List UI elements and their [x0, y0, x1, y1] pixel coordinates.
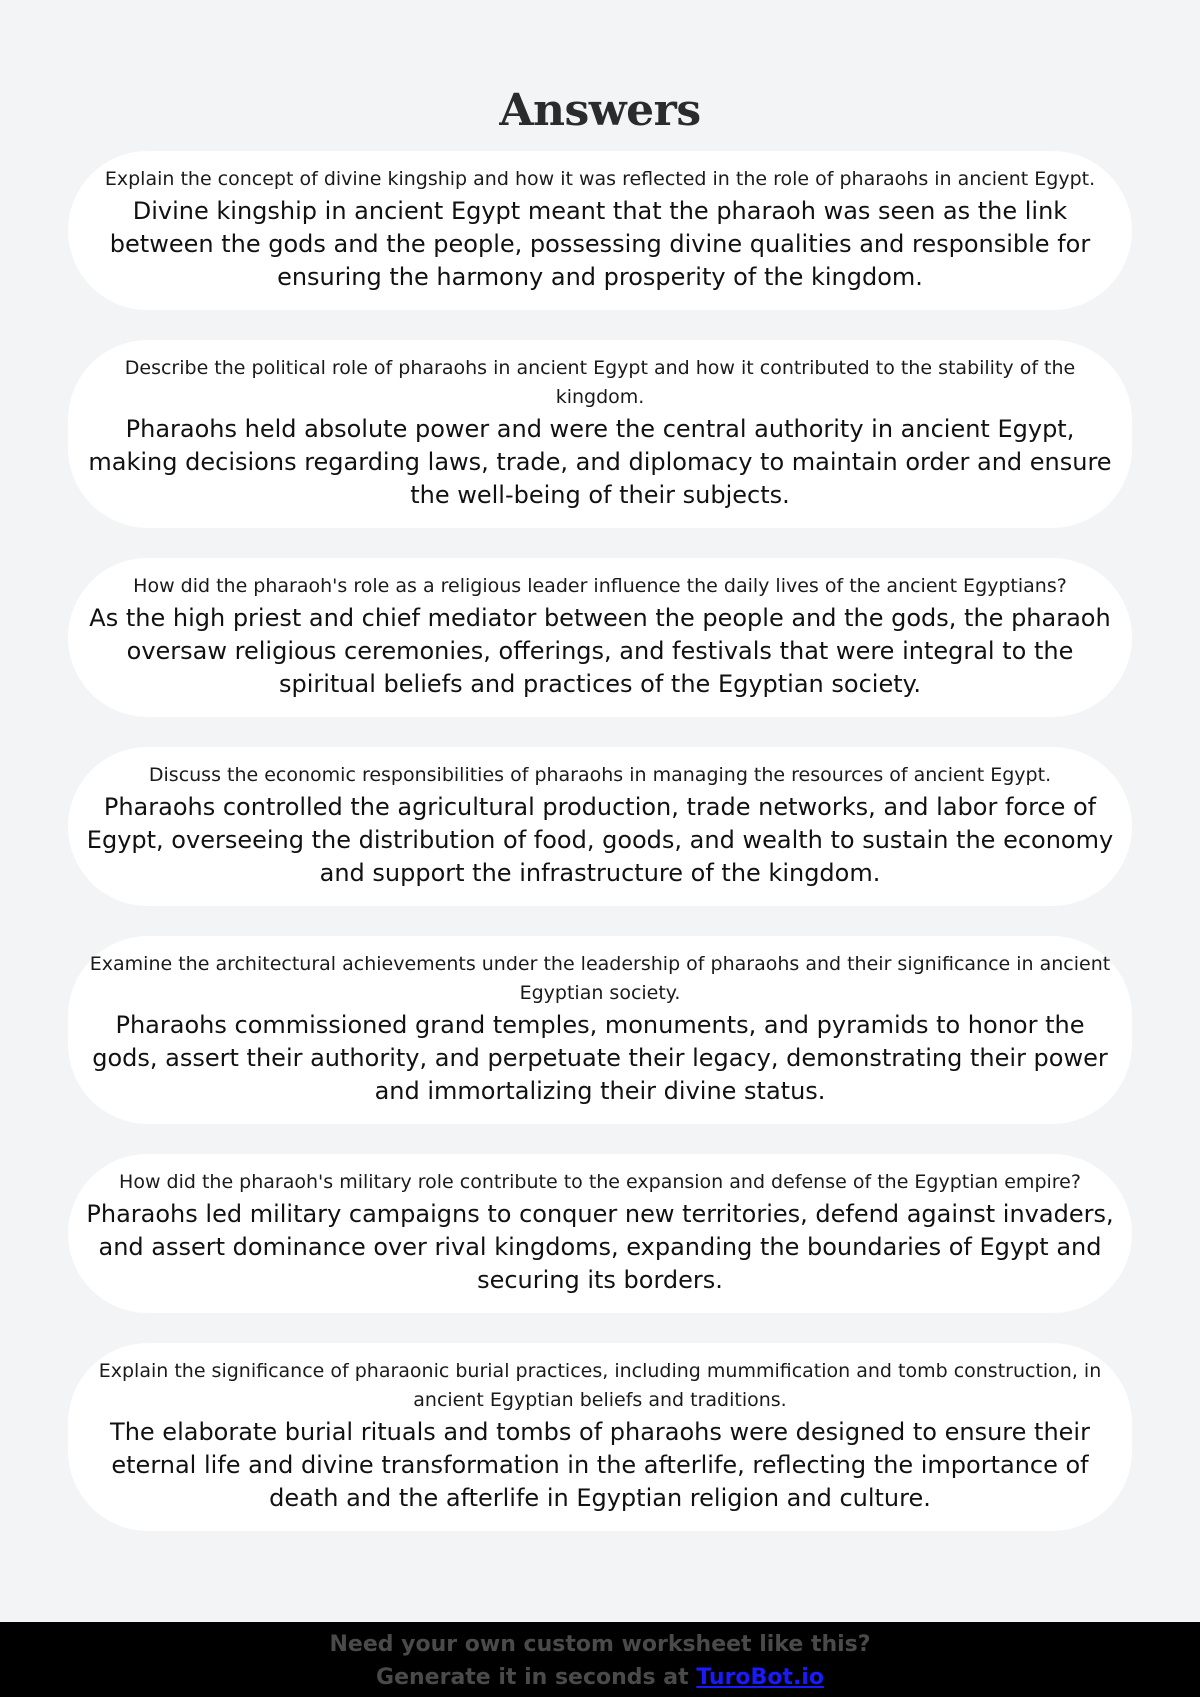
- answer-text: The elaborate burial rituals and tombs of pharaohs were designed to ensure their eternal life and divine transformation in the afterlife, reflecting the importance of death and the afterlife in Egyptian religion and culture.: [110, 1418, 1090, 1512]
- question-text: How did the pharaoh's military role contribute to the expansion and defense of the Egyptian empire?: [119, 1171, 1081, 1193]
- question-text: Explain the concept of divine kingship and how it was reflected in the role of pharaohs in ancient Egypt.: [104, 168, 1096, 190]
- footer-cta-line: [0, 1661, 1200, 1694]
- answer-card: [68, 1343, 1132, 1531]
- answer-text: Pharaohs held absolute power and were the central authority in ancient Egypt, making decisions regarding laws, trade, and diplomacy to maintain order and ensure the well-being of their subjects.: [88, 415, 1112, 509]
- question-text: Explain the significance of pharaonic burial practices, including mummification and tomb construction, in ancient Egyptian beliefs and traditions.: [98, 1360, 1102, 1411]
- answer-card: [68, 936, 1132, 1124]
- answer-text: As the high priest and chief mediator between the people and the gods, the pharaoh oversaw religious ceremonies, offerings, and festivals that were integral to the spiritual beliefs and practices of the Egyptian society.: [89, 604, 1111, 698]
- answer-card: [68, 747, 1132, 906]
- answer-list: [68, 151, 1132, 1531]
- answer-card: [68, 340, 1132, 528]
- answer-text: Pharaohs commissioned grand temples, monuments, and pyramids to honor the gods, assert their authority, and perpetuate their legacy, demonstrating their power and immortalizing their divine status.: [92, 1011, 1108, 1105]
- answer-text: Pharaohs led military campaigns to conquer new territories, defend against invaders, and assert dominance over rival kingdoms, expanding the boundaries of Egypt and securing its borders.: [86, 1200, 1114, 1294]
- question-text: Discuss the economic responsibilities of pharaohs in managing the resources of ancient Egypt.: [148, 764, 1052, 786]
- turobot-link[interactable]: TuroBot.io: [696, 1665, 824, 1690]
- answer-card: [68, 558, 1132, 717]
- question-text: Examine the architectural achievements under the leadership of pharaohs and their significance in ancient Egyptian society.: [89, 953, 1111, 1004]
- question-text: Describe the political role of pharaohs in ancient Egypt and how it contributed to the stability of the kingdom.: [124, 357, 1076, 408]
- answer-card: [68, 151, 1132, 310]
- footer-headline: Need your own custom worksheet like this?: [329, 1632, 871, 1657]
- answer-text: Pharaohs controlled the agricultural production, trade networks, and labor force of Egypt, overseeing the distribution of food, goods, and wealth to sustain the economy and support the infrastructure of the kingdom.: [86, 793, 1114, 887]
- answer-card: [68, 1154, 1132, 1313]
- page-title: Answers: [499, 85, 701, 137]
- promo-footer: [0, 1622, 1200, 1697]
- answer-text: Divine kingship in ancient Egypt meant that the pharaoh was seen as the link between the gods and the people, possessing divine qualities and responsible for ensuring the harmony and prosperity of the kingdom.: [109, 197, 1091, 291]
- question-text: How did the pharaoh's role as a religious leader influence the daily lives of the ancient Egyptians?: [133, 575, 1067, 597]
- footer-cta-text: Generate it in seconds at: [376, 1665, 697, 1690]
